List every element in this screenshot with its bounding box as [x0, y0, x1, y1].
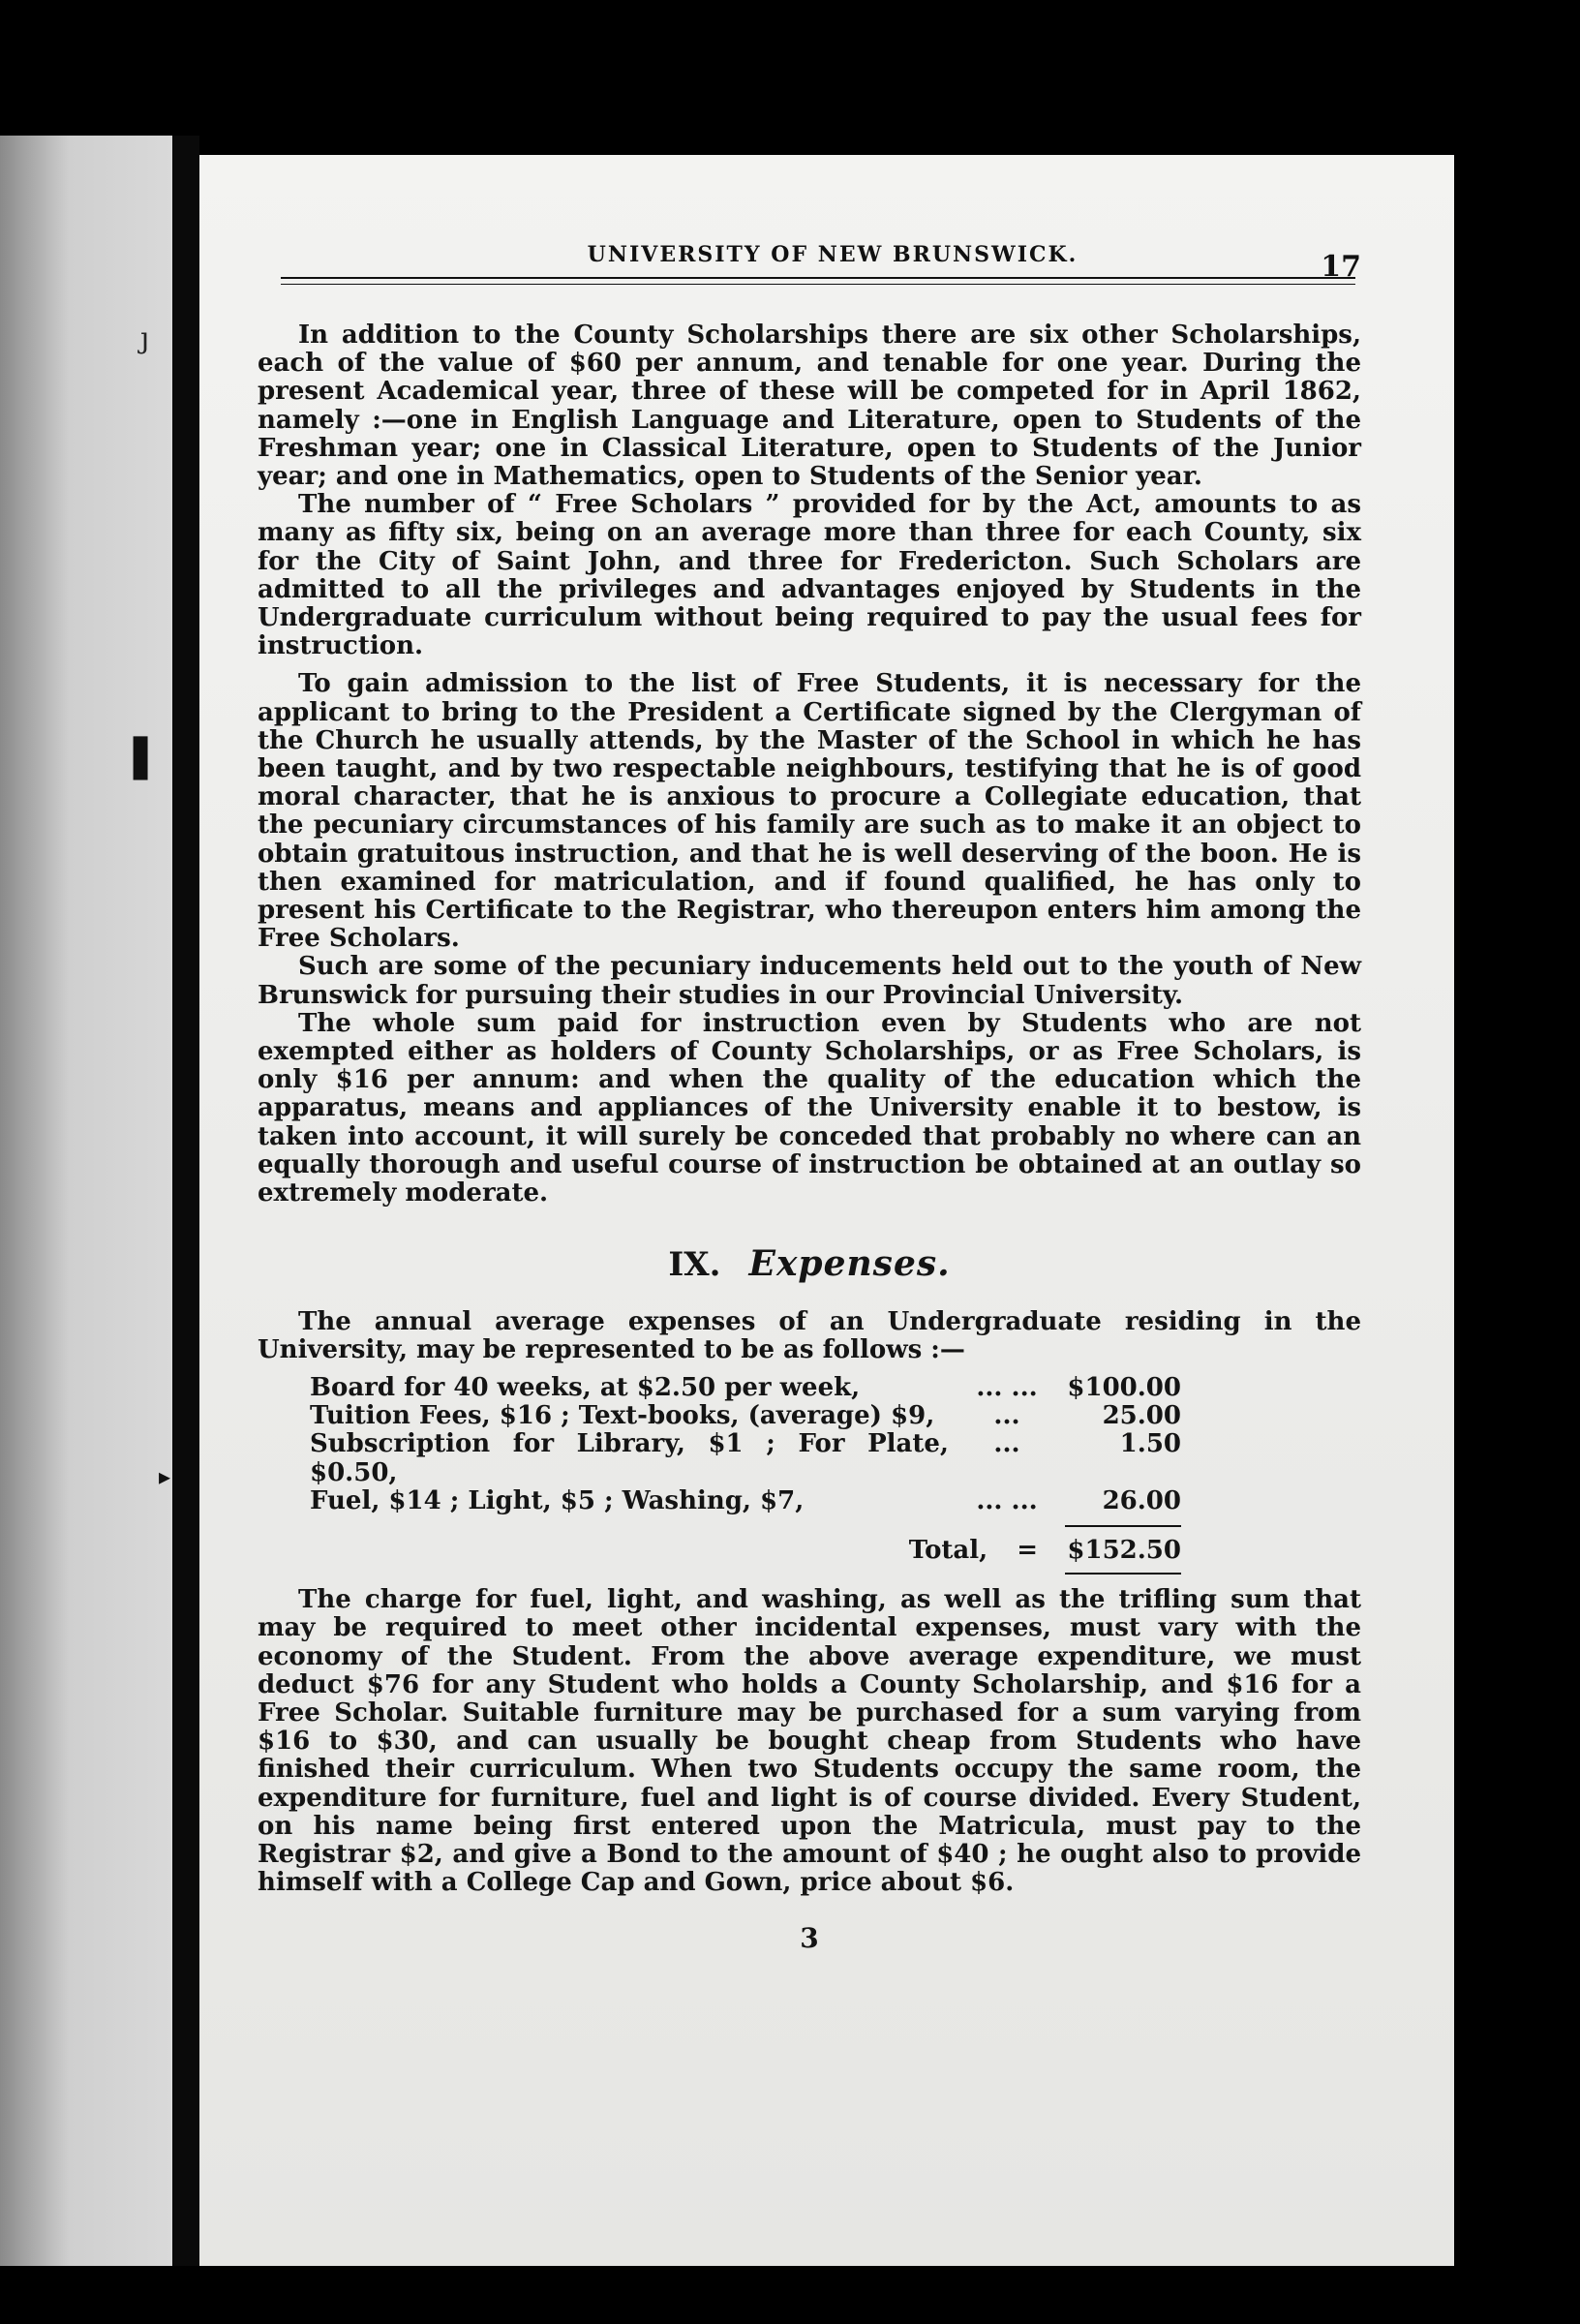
- paragraph-instruction-sum: The whole sum paid for instruction even by Students who are not exempted either as holders of County Scholarships, or as Free Scholars, is only $16 per annum: and when the quality of the education which the apparatus, means and appliances of the University enable it to bestow, is taken into account, it will surely be conceded that probably no where can an equally thorough and useful course of instruction be obtained at an outlay so extremely moderate.: [258, 1008, 1361, 1208]
- gutter-tick-mark: ȷ: [140, 321, 150, 355]
- total-row: [310, 1537, 1181, 1565]
- expense-label: Tuition Fees, $16 ; Text-books, (average) $9,: [310, 1401, 935, 1431]
- sum-rule: [1065, 1525, 1181, 1527]
- expenses-table: [310, 1374, 1181, 1575]
- expense-label: Subscription for Library, $1 ; For Plate, $0.50,: [310, 1429, 949, 1487]
- expense-amount: 25.00: [1102, 1401, 1181, 1431]
- paragraph-admission: To gain admission to the list of Free Students, it is necessary for the applicant to bring to the President a Certificate signed by the Clergyman of the Church he usually attends, by the Master of the School in which he has been taught, and by two respectable neighbours, testifying that he is of good moral character, that he is anxious to procure a Collegiate education, that the pecuniary circumstances of his family are such as to make it an object to obtain gratuitous instruction, and that he is well deserving of the boon. He is then examined for matriculation, and if found qualified, he has only to present his Certificate to the Registrar, who thereupon enters him among the Free Scholars.: [258, 669, 1361, 954]
- expense-row: [310, 1487, 1181, 1515]
- total-amount: $152.50: [1067, 1535, 1181, 1565]
- expense-leader: ...: [993, 1429, 1020, 1459]
- margin-bar-mark: ▌: [134, 736, 163, 780]
- expense-row: [310, 1430, 1181, 1486]
- expense-label: Fuel, $14 ; Light, $5 ; Washing, $7,: [310, 1485, 805, 1515]
- paragraph-scholarships: In addition to the County Scholarships there are six other Scholarships, each of the value of $60 per annum, and tenable for one year. During the present Academical year, three of these will be competed for in April 1862, namely :—one in English Language and Literature, open to Students of the Freshman year; one in Classical Literature, open to Students of the Junior year; and one in Mathematics, open to Students of the Senior year.: [258, 321, 1361, 492]
- expense-leader: ... ...: [976, 1372, 1038, 1402]
- paragraph-closing: The charge for fuel, light, and washing, as well as the trifling sum that may be required to meet other incidental expenses, must vary with the economy of the Student. From the above average expenditure, we must deduct $76 for any Student who holds a County Scholarship, and $16 for a Free Scholar. Suitable furniture may be purchased for a sum varying from $16 to $30, and can usually be bought cheap from Students who have finished their curriculum. When two Students occupy the same room, the expenditure for furniture, fuel and light is of course divided. Every Student, on his name being first entered upon the Matricula, must pay to the Registrar $2, and give a Bond to the amount of $40 ; he ought also to provide himself with a College Cap and Gown, price about $6.: [258, 1585, 1361, 1898]
- page-header: [281, 242, 1361, 285]
- page-body: [258, 321, 1361, 1953]
- total-equals-sign: =: [1017, 1535, 1038, 1565]
- expense-leader: ... ...: [976, 1485, 1038, 1515]
- section-number: IX.: [668, 1245, 721, 1285]
- expense-label: Board for 40 weeks, at $2.50 per week,: [310, 1372, 861, 1402]
- section-heading: [258, 1243, 1361, 1285]
- expense-amount: 1.50: [1119, 1429, 1181, 1459]
- book-gutter: [172, 136, 199, 2266]
- signature-mark: 3: [800, 1922, 819, 1955]
- section-title: Expenses.: [748, 1243, 951, 1285]
- header-rule: [281, 277, 1355, 279]
- expense-amount: 26.00: [1102, 1485, 1181, 1515]
- paragraph-free-scholars: The number of “ Free Scholars ” provided for by the Act, amounts to as many as fifty six, being on an average more than three for each County, six for the City of Saint John, and three for Fredericton. Such Scholars are admitted to all the privileges and advantages enjoyed by Students in the Undergraduate curriculum without being required to pay the usual fees for instruction.: [258, 490, 1361, 661]
- paragraph-expenses-intro: The annual average expenses of an Undergraduate residing in the University, may be represented to be as follows :—: [258, 1306, 1361, 1364]
- total-rule: [1065, 1573, 1181, 1575]
- margin-arrow-mark: ▸: [159, 1462, 171, 1490]
- header-rule-thin: [281, 284, 1355, 285]
- running-head: UNIVERSITY OF NEW BRUNSWICK.: [587, 242, 1079, 267]
- total-label: Total,: [908, 1535, 988, 1565]
- expense-amount: $100.00: [1067, 1372, 1181, 1402]
- expense-leader: ...: [993, 1401, 1020, 1431]
- facing-page-edge: [0, 136, 172, 2266]
- paragraph-inducements: Such are some of the pecuniary inducements held out to the youth of New Brunswick for pursuing their studies in our Provincial University.: [258, 952, 1361, 1010]
- page-number: 17: [1321, 250, 1361, 284]
- document-page: [134, 155, 1454, 2266]
- expense-row: [310, 1402, 1181, 1430]
- expense-row: [310, 1374, 1181, 1402]
